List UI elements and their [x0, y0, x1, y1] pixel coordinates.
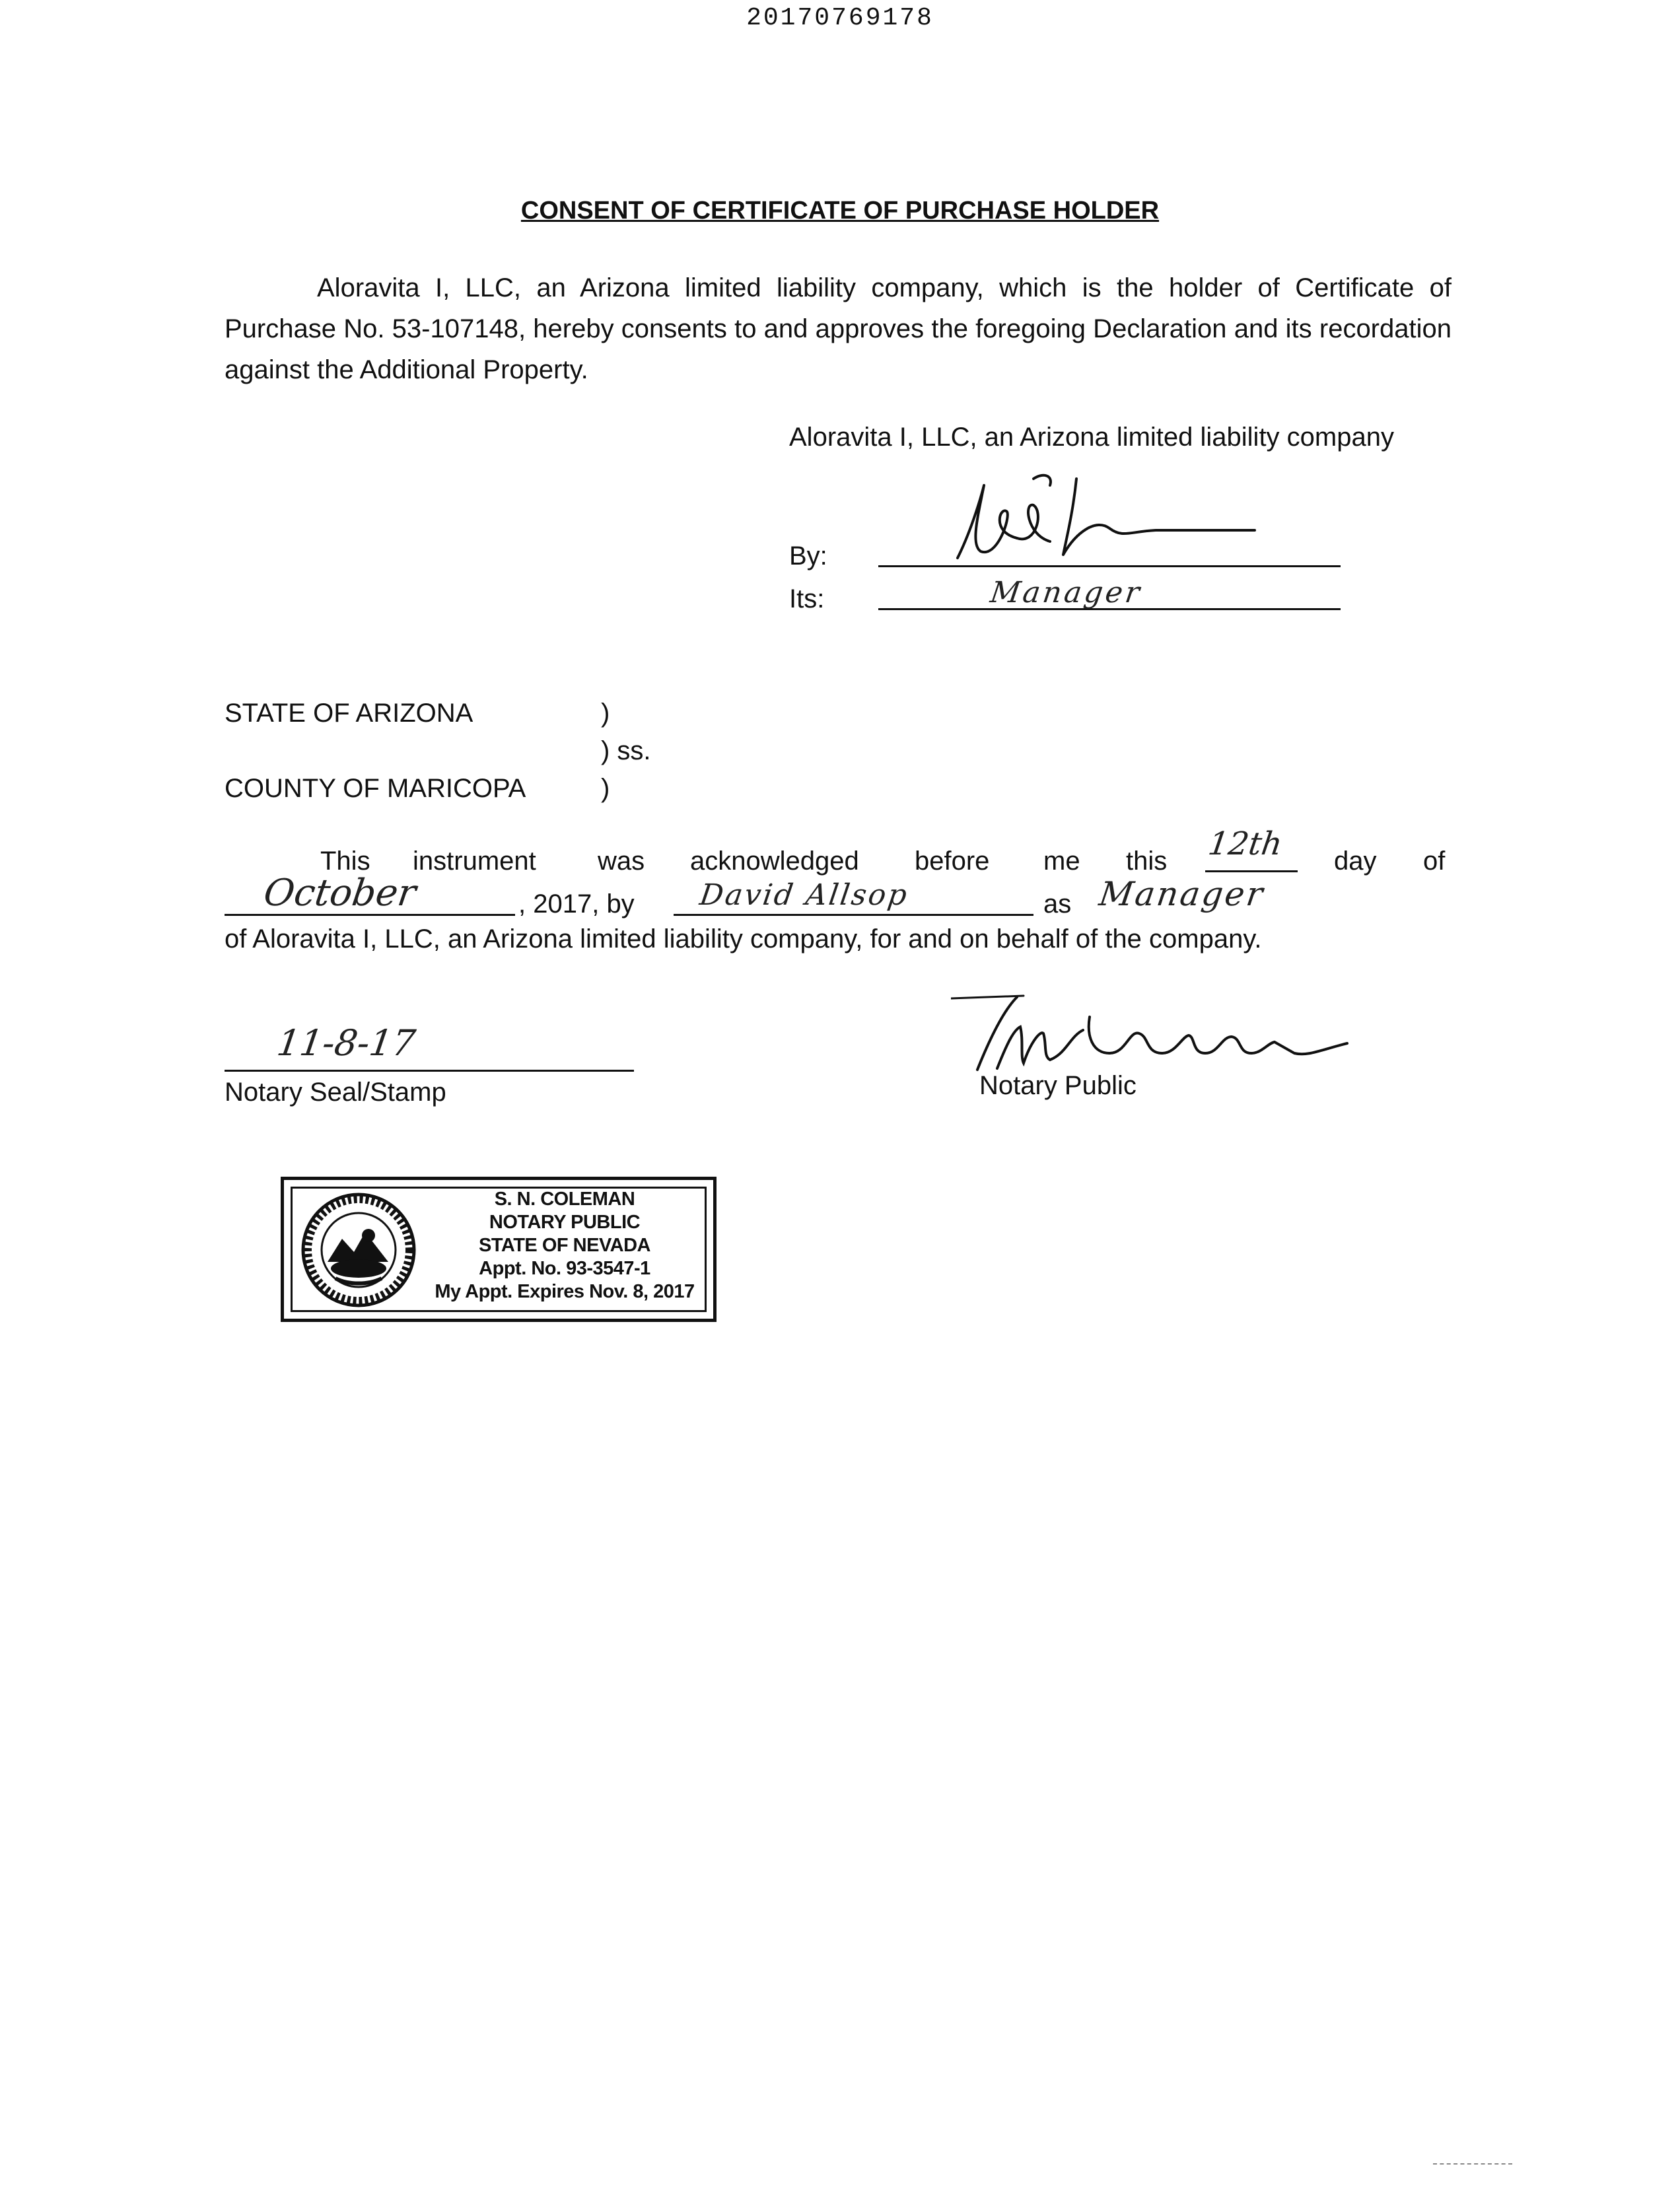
manager-signature [944, 472, 1314, 571]
ack-year-text: , 2017, by [518, 889, 635, 919]
ack-word-before: before [915, 847, 990, 876]
notary-seal-emblem-icon [296, 1189, 421, 1311]
stamp-state: STATE OF NEVADA [479, 1235, 650, 1256]
ack-word-me: me [1043, 847, 1080, 876]
document-title: CONSENT OF CERTIFICATE OF PURCHASE HOLDER [520, 197, 1160, 225]
notary-stamp-text [423, 1188, 707, 1303]
document-number: 20170769178 [746, 4, 934, 32]
notary-stamp [281, 1177, 717, 1322]
month-handwritten-value: October [261, 872, 419, 915]
ack-word-day: day [1334, 847, 1377, 876]
venue-paren-ss: ) ss. [601, 736, 651, 765]
day-line [1205, 870, 1298, 872]
venue-paren-1: ) [601, 699, 610, 728]
signature-company: Aloravita I, LLC, an Arizona limited liability company [789, 423, 1394, 452]
stamp-expiration: My Appt. Expires Nov. 8, 2017 [435, 1281, 695, 1302]
consent-paragraph [225, 267, 1452, 390]
its-handwritten-value: Manager [988, 576, 1144, 609]
ack-word-instrument: instrument [413, 847, 536, 876]
venue-paren-3: ) [601, 774, 610, 803]
ack-word-this-2: this [1126, 847, 1168, 876]
venue-county: COUNTY OF MARICOPA [225, 774, 526, 803]
footer-scan-mark [1433, 2163, 1512, 2167]
ack-word-acknowledged: acknowledged [690, 847, 859, 876]
consent-paragraph-text: Aloravita I, LLC, an Arizona limited liability company, which is the holder of Certificate of Purchase No. 53-107148, hereby consents to and approves the foregoing Declaration and its recordation against the Additional Property. [225, 273, 1452, 384]
its-label: Its: [789, 584, 825, 613]
name-handwritten-value: David Allsop [697, 878, 911, 912]
notary-date-handwritten: 11-8-17 [274, 1022, 418, 1064]
name-line [674, 914, 1033, 916]
notary-seal-label: Notary Seal/Stamp [225, 1078, 446, 1107]
ack-word-of: of [1423, 847, 1446, 876]
role-handwritten-value: Manager [1096, 875, 1267, 913]
notary-seal-line [225, 1070, 634, 1072]
stamp-name: S. N. COLEMAN [494, 1189, 635, 1210]
stamp-title: NOTARY PUBLIC [489, 1212, 641, 1233]
day-handwritten-value: 12th [1206, 825, 1285, 862]
venue-state: STATE OF ARIZONA [225, 699, 473, 728]
by-label: By: [789, 541, 827, 571]
notary-signature [951, 990, 1367, 1076]
ack-word-as: as [1043, 889, 1072, 919]
notary-public-label: Notary Public [979, 1071, 1137, 1100]
ack-line-3: of Aloravita I, LLC, an Arizona limited liability company, for and on behalf of the company. [225, 924, 1262, 954]
ack-word-this: This [320, 847, 370, 876]
stamp-appointment: Appt. No. 93-3547-1 [479, 1258, 650, 1279]
ack-word-was: was [598, 847, 645, 876]
